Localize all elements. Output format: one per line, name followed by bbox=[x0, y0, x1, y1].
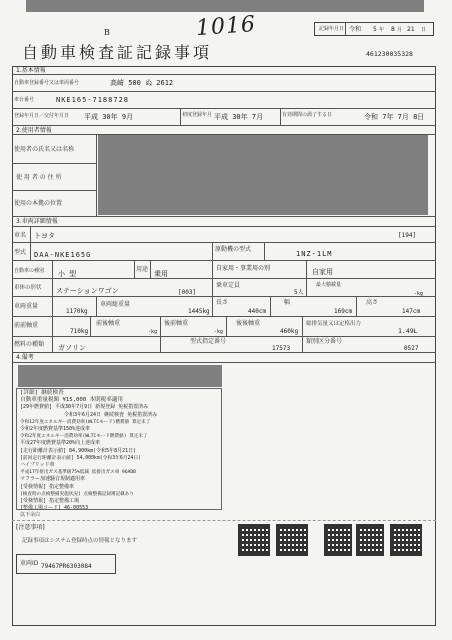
front-front-axle-label: 前前軸重 bbox=[14, 322, 39, 329]
section-remarks-heading: 4.備考 bbox=[16, 354, 34, 361]
displacement-value: 1.49L bbox=[398, 327, 418, 335]
engine-value: 1NZ-1LM bbox=[296, 250, 333, 258]
rear-rear-axle-label: 後後軸重 bbox=[236, 320, 261, 327]
weight-label: 車両重量 bbox=[14, 303, 39, 310]
model-value: DAA-NKE165G bbox=[34, 251, 92, 259]
qr-code-2 bbox=[276, 524, 308, 556]
user-address-label: 使 用 者 の 住 所 bbox=[16, 174, 62, 181]
shape-value: ステーションワゴン bbox=[56, 287, 119, 295]
note-line: 令和3年6月24日 継続検査 免税措置済み bbox=[64, 411, 158, 418]
qr-code-3 bbox=[324, 524, 352, 556]
note-line: マフラー加速騒音規制適用車 bbox=[20, 476, 86, 483]
note-line: 令和2年度エネルギー消費効率(WLTCモード燃費値) 算定未了 bbox=[20, 434, 148, 440]
page-title: 自動車検査証記録事項 bbox=[22, 43, 213, 62]
gross-label: 車両総重量 bbox=[100, 301, 131, 308]
note-line: 令和12年度エネルギー消費効率(WLTCモード)燃費値 算定未了 bbox=[20, 419, 151, 425]
length-label: 長さ bbox=[216, 299, 229, 306]
note-line: [受検情報] 指定整備工場 bbox=[20, 498, 80, 505]
record-date-year-unit: 年 bbox=[379, 27, 385, 33]
vehicle-id-box bbox=[16, 554, 116, 574]
qr-code-4 bbox=[356, 524, 384, 556]
note-line: [整備工場コード] 46-00553 bbox=[20, 505, 89, 512]
rear-rear-axle-value: 460kg bbox=[280, 328, 299, 335]
note-line: 自動車重量税額 ¥15,000 本則税率適用 bbox=[20, 397, 124, 404]
first-reg-label: 登録年月日／交付年月日 bbox=[14, 113, 70, 119]
vehicle-id-value: 79467PR6303084 bbox=[41, 563, 92, 570]
approval-label: 型式指定番号 bbox=[190, 338, 227, 345]
user-name-label: 使用者の氏名又は名称 bbox=[14, 146, 75, 153]
kind-value: 小 型 bbox=[58, 270, 77, 278]
length-value: 440cm bbox=[248, 308, 267, 315]
maker-code: [194] bbox=[398, 232, 417, 239]
record-date-day-unit: 日 bbox=[421, 27, 427, 33]
model-label: 型式 bbox=[14, 249, 27, 256]
rear-front-axle-label: 後前軸重 bbox=[164, 320, 189, 327]
maxload-value: -kg bbox=[414, 291, 424, 297]
class-value: 0527 bbox=[404, 345, 419, 352]
reg-number-value: 高崎 500 ぬ 2612 bbox=[110, 79, 174, 87]
redacted-user-info bbox=[98, 135, 428, 215]
note-line: ハイブリッド車 bbox=[20, 462, 55, 469]
maxload-label: 最大積載量 bbox=[316, 282, 342, 288]
record-date-era: 令和 bbox=[349, 26, 362, 33]
use-label: 用途 bbox=[136, 266, 149, 273]
capacity-value: 5人 bbox=[294, 289, 304, 296]
note-line: 平成27年度燃費基準20%向上達成車 bbox=[20, 440, 101, 447]
section-vehicle-heading: 3.車両詳細情報 bbox=[16, 218, 58, 225]
maker-label: 車名 bbox=[14, 232, 27, 239]
record-date-month: 8 bbox=[391, 26, 395, 33]
displacement-label: 総排気量又は定格出力 bbox=[306, 321, 362, 327]
rear-front-axle-value: -kg bbox=[214, 329, 224, 335]
document-number: 461230035328 bbox=[366, 50, 413, 58]
handwritten-b: B bbox=[104, 28, 110, 37]
notice-label: [注意事項] bbox=[16, 524, 45, 531]
note-line: 令和2年度燃費基準150%達成車 bbox=[20, 426, 91, 433]
class-label: 類別区分番号 bbox=[306, 338, 343, 345]
expiry-value: 令和 7年 7月 8日 bbox=[364, 113, 425, 121]
biz-value: 自家用 bbox=[312, 268, 333, 276]
note-line: [前回走行距離計表示値] 54,000km(令和3年6月24日) bbox=[20, 455, 142, 461]
remarks-notes bbox=[20, 390, 157, 520]
record-date-day: 21 bbox=[407, 26, 415, 33]
expiry-label: 有効期間の満了する日 bbox=[282, 112, 333, 118]
vehicle-id-label: 車両ID bbox=[20, 560, 39, 567]
shape-label: 車体の形状 bbox=[14, 285, 42, 291]
gross-value: 1445kg bbox=[188, 308, 210, 315]
front-rear-axle-value: -kg bbox=[148, 329, 158, 335]
front-front-axle-value: 710kg bbox=[70, 328, 89, 335]
note-line: 平成17年排出ガス基準値75%低減 低排出ガス車 96ADB bbox=[20, 470, 136, 476]
chassis-label: 車台番号 bbox=[14, 97, 35, 103]
height-value: 147cm bbox=[402, 308, 421, 315]
record-date-month-unit: 月 bbox=[397, 27, 403, 33]
section-user-heading: 2.使用者情報 bbox=[16, 127, 52, 134]
user-base-label: 使用の本拠の位置 bbox=[14, 200, 63, 207]
handwritten-number: 1016 bbox=[195, 11, 257, 42]
note-line: [詳細] 継続検査 bbox=[20, 390, 64, 396]
initial-reg-label: 初度登録年月 bbox=[182, 112, 213, 118]
front-rear-axle-label: 前後軸重 bbox=[96, 320, 121, 327]
biz-label: 自家用・事業用の別 bbox=[216, 265, 271, 272]
note-line: [29年燃費値] 平成30年7月9日 新規登録 免税措置済み bbox=[20, 404, 149, 411]
fuel-value: ガソリン bbox=[58, 344, 86, 352]
width-value: 169cm bbox=[334, 308, 353, 315]
approval-value: 17573 bbox=[272, 345, 291, 352]
note-line: [受検情報] 指定整備車 bbox=[20, 483, 75, 490]
shape-code: [003] bbox=[178, 289, 197, 296]
note-line: [走行距離計表示値] 84,900km(令和5年8月21日) bbox=[20, 447, 137, 454]
engine-label: 原動機の型式 bbox=[215, 246, 252, 253]
first-reg-value: 平成 30年 9月 bbox=[84, 113, 134, 121]
capacity-label: 乗車定員 bbox=[216, 282, 241, 289]
width-label: 幅 bbox=[284, 299, 291, 306]
record-date-label: 記録年月日 bbox=[319, 26, 345, 32]
weight-value: 1170kg bbox=[66, 308, 88, 315]
qr-code-5 bbox=[390, 524, 422, 556]
height-label: 高さ bbox=[366, 299, 379, 306]
note-line: [検査時の点検整備実施状況] 点検整備記録簿記載あり bbox=[20, 491, 134, 497]
fuel-label: 燃料の種類 bbox=[14, 341, 45, 348]
record-date-year: 5 bbox=[373, 26, 377, 33]
use-value: 乗用 bbox=[154, 270, 168, 278]
reg-number-label: 自動車登録番号又は車両番号 bbox=[14, 80, 80, 86]
chassis-value: NKE165-7188728 bbox=[56, 96, 130, 104]
maker-value: トヨタ bbox=[34, 232, 55, 240]
notice-text: 記録事項はシステム登録時点の情報となります bbox=[22, 538, 137, 544]
note-line: 以下余白 bbox=[20, 512, 41, 519]
record-date-box bbox=[314, 22, 434, 36]
kind-label: 自動車の種別 bbox=[14, 268, 45, 274]
qr-code-1 bbox=[238, 524, 270, 556]
initial-reg-value: 平成 30年 7月 bbox=[214, 113, 264, 121]
section-basic-heading: 1.基本情報 bbox=[16, 67, 46, 74]
redacted-remarks-header bbox=[18, 365, 222, 387]
redacted-header-bar bbox=[26, 0, 424, 12]
